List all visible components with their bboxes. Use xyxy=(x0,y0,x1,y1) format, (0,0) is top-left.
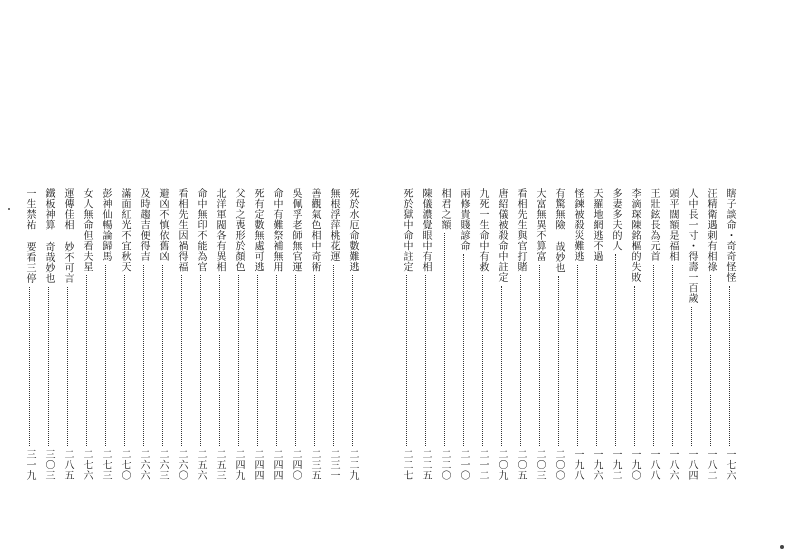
toc-entry xyxy=(80,188,92,480)
dot-leader xyxy=(558,276,559,446)
toc-entry-page-number: 二一二 xyxy=(477,448,488,480)
dot-leader xyxy=(653,265,654,446)
toc-entry-title: 一生禁祐 要看三停 xyxy=(24,188,35,284)
toc-entry-title: 避凶不慎依舊凶 xyxy=(157,188,168,262)
toc-entry-title: 鐵板神算 奇哉妙也 xyxy=(43,188,54,284)
dot-leader xyxy=(501,286,502,446)
toc-entry xyxy=(609,188,621,480)
toc-entry-page-number: 一八四 xyxy=(686,448,697,480)
toc-entry-page-number: 二〇三 xyxy=(534,448,545,480)
toc-entry-title: 大富無異不算富 xyxy=(534,188,545,262)
toc-entry-page-number: 一九〇 xyxy=(629,448,640,480)
toc-entry-page-number: 二八五 xyxy=(62,448,73,480)
toc-entry-title: 父母之喪形於顏色 xyxy=(233,188,244,272)
left-page xyxy=(0,0,396,557)
dot-leader xyxy=(238,275,239,446)
toc-entry-page-number: 二五三 xyxy=(214,448,225,480)
dot-leader xyxy=(634,286,635,446)
toc-entry xyxy=(308,188,320,480)
toc-entry-title: 多妻多夫的人 xyxy=(610,188,621,251)
toc-entry-page-number: 二七六 xyxy=(81,448,92,480)
toc-entry-title: 頭平闊額是福相 xyxy=(667,188,678,262)
toc-entry xyxy=(438,188,450,480)
toc-entry-page-number: 二四四 xyxy=(252,448,263,480)
toc-entry xyxy=(666,188,678,480)
toc-entry xyxy=(495,188,507,480)
dot-leader xyxy=(295,275,296,446)
toc-entry xyxy=(476,188,488,480)
toc-entry xyxy=(175,188,187,480)
toc-right-columns xyxy=(400,188,735,480)
dot-leader xyxy=(276,275,277,446)
toc-entry-title: 死於獄中命中註定 xyxy=(401,188,412,272)
toc-entry-title: 命中有難祭補無用 xyxy=(271,188,282,272)
toc-entry xyxy=(628,188,640,480)
toc-entry-page-number: 二四四 xyxy=(271,448,282,480)
toc-entry-page-number: 二六〇 xyxy=(176,448,187,480)
dot-leader xyxy=(577,265,578,446)
dot-leader xyxy=(143,265,144,446)
right-page xyxy=(397,0,793,557)
toc-entry xyxy=(213,188,225,480)
toc-entry xyxy=(118,188,130,480)
dot-leader xyxy=(29,287,30,446)
toc-entry-page-number: 二〇〇 xyxy=(553,448,564,480)
dot-leader xyxy=(333,265,334,446)
toc-entry-title: 善觀氣色相中奇術 xyxy=(309,188,320,272)
dot-leader xyxy=(48,287,49,446)
toc-entry-page-number: 二三五 xyxy=(309,448,320,480)
toc-entry xyxy=(289,188,301,480)
dot-leader xyxy=(257,275,258,446)
toc-entry-page-number: 二三一 xyxy=(328,448,339,480)
dot-leader xyxy=(67,287,68,446)
toc-entry-title: 死有定數無處可逃 xyxy=(252,188,263,272)
toc-entry-page-number: 二六六 xyxy=(138,448,149,480)
toc-entry-title: 吳佩孚老師無官運 xyxy=(290,188,301,272)
toc-entry-page-number: 二四九 xyxy=(233,448,244,480)
dot-leader xyxy=(162,265,163,446)
toc-entry xyxy=(194,188,206,480)
toc-entry-page-number: 二六三 xyxy=(157,448,168,480)
toc-entry-page-number: 二二七 xyxy=(401,448,412,480)
dot-leader xyxy=(86,275,87,446)
dot-leader xyxy=(444,233,445,446)
toc-left-columns xyxy=(23,188,358,480)
toc-entry-title: 唐紹儀被殺命中註定 xyxy=(496,188,507,283)
toc-entry xyxy=(647,188,659,480)
toc-entry xyxy=(685,188,697,480)
toc-entry-title: 兩修貴賤諺命 xyxy=(458,188,469,251)
scan-speck-mark xyxy=(8,208,10,210)
toc-entry xyxy=(156,188,168,480)
toc-entry-title: 陳儀濃覺眼中有相 xyxy=(420,188,431,272)
toc-entry-title: 滿面紅光不宜秋天 xyxy=(119,188,130,272)
toc-entry xyxy=(137,188,149,480)
dot-leader xyxy=(425,275,426,446)
toc-entry xyxy=(723,188,735,480)
toc-entry-page-number: 一九六 xyxy=(591,448,602,480)
toc-entry xyxy=(61,188,73,480)
toc-entry-page-number: 二七〇 xyxy=(119,448,130,480)
toc-entry-page-number: 三一九 xyxy=(24,448,35,480)
toc-entry xyxy=(42,188,54,480)
dot-leader xyxy=(200,275,201,446)
toc-entry-title: 運傳佳相 妙不可言 xyxy=(62,188,73,284)
toc-entry xyxy=(590,188,602,480)
toc-entry xyxy=(23,188,35,480)
toc-entry-page-number: 一八八 xyxy=(648,448,659,480)
dot-leader xyxy=(463,254,464,446)
toc-entry-page-number: 一八六 xyxy=(667,448,678,480)
toc-entry xyxy=(514,188,526,480)
toc-entry-page-number: 一八二 xyxy=(705,448,716,480)
toc-entry-title: 汪精衛遇刺有相祿 xyxy=(705,188,716,272)
toc-entry-title: 看相先生與官打賭 xyxy=(515,188,526,272)
toc-entry-title: 命中無印不能為官 xyxy=(195,188,206,272)
toc-entry xyxy=(457,188,469,480)
toc-entry xyxy=(270,188,282,480)
toc-entry-title: 彭神仙暢論歸馬 xyxy=(100,188,111,262)
dot-leader xyxy=(219,275,220,446)
toc-entry-page-number: 二〇九 xyxy=(496,448,507,480)
dot-leader xyxy=(520,275,521,446)
toc-entry-title: 瞎子談命・奇奇怪怪 xyxy=(724,188,735,283)
dot-leader xyxy=(105,265,106,446)
dot-leader xyxy=(729,286,730,446)
toc-entry-title: 女人無命但看夫星 xyxy=(81,188,92,272)
toc-entry-title: 及時趨吉便得吉 xyxy=(138,188,149,262)
toc-entry-title: 相君之額 xyxy=(439,188,450,230)
toc-entry-page-number: 一九八 xyxy=(572,448,583,480)
dot-leader xyxy=(539,265,540,446)
toc-entry xyxy=(419,188,431,480)
toc-entry-title: 王壯鉉長為元首 xyxy=(648,188,659,262)
toc-entry xyxy=(251,188,263,480)
toc-entry-title: 李滴琛陳銘樞的失敗 xyxy=(629,188,640,283)
toc-entry-page-number: 二〇五 xyxy=(515,448,526,480)
dot-leader xyxy=(691,307,692,446)
toc-entry-page-number: 三〇三 xyxy=(43,448,54,480)
toc-entry-title: 人中長一寸・得壽一百歲 xyxy=(686,188,697,304)
toc-entry-page-number: 二二五 xyxy=(420,448,431,480)
toc-entry xyxy=(533,188,545,480)
toc-entry xyxy=(400,188,412,480)
toc-entry-title: 北洋軍閥各有異相 xyxy=(214,188,225,272)
toc-entry xyxy=(99,188,111,480)
dot-leader xyxy=(482,275,483,446)
toc-entry xyxy=(552,188,564,480)
toc-entry-page-number: 二七三 xyxy=(100,448,111,480)
toc-entry-title: 怪鍊被殺災難逃 xyxy=(572,188,583,262)
toc-entry-page-number: 二一〇 xyxy=(458,448,469,480)
toc-entry-title: 死於水厄命數難逃 xyxy=(347,188,358,272)
dot-leader xyxy=(314,275,315,446)
toc-entry xyxy=(327,188,339,480)
toc-entry xyxy=(232,188,244,480)
toc-entry xyxy=(346,188,358,480)
dot-leader xyxy=(352,275,353,446)
toc-entry-title: 看相先生因禍得福 xyxy=(176,188,187,272)
toc-entry-page-number: 二四〇 xyxy=(290,448,301,480)
toc-entry-page-number: 二五六 xyxy=(195,448,206,480)
scan-speck-mark xyxy=(780,545,784,549)
dot-leader xyxy=(672,265,673,446)
toc-entry xyxy=(571,188,583,480)
toc-entry-title: 九死一生命中有救 xyxy=(477,188,488,272)
dot-leader xyxy=(710,275,711,446)
toc-entry-page-number: 一七六 xyxy=(724,448,735,480)
toc-entry xyxy=(704,188,716,480)
dot-leader xyxy=(596,265,597,446)
dot-leader xyxy=(406,275,407,446)
toc-entry-title: 無根浮萍桃花運 xyxy=(328,188,339,262)
toc-entry-title: 天羅地網逃不過 xyxy=(591,188,602,262)
toc-entry-page-number: 二二九 xyxy=(347,448,358,480)
toc-entry-page-number: 一九二 xyxy=(610,448,621,480)
dot-leader xyxy=(615,254,616,446)
dot-leader xyxy=(124,275,125,446)
toc-entry-title: 有驚無險 哉妙也 xyxy=(553,188,564,273)
toc-entry-page-number: 二二〇 xyxy=(439,448,450,480)
dot-leader xyxy=(181,275,182,446)
